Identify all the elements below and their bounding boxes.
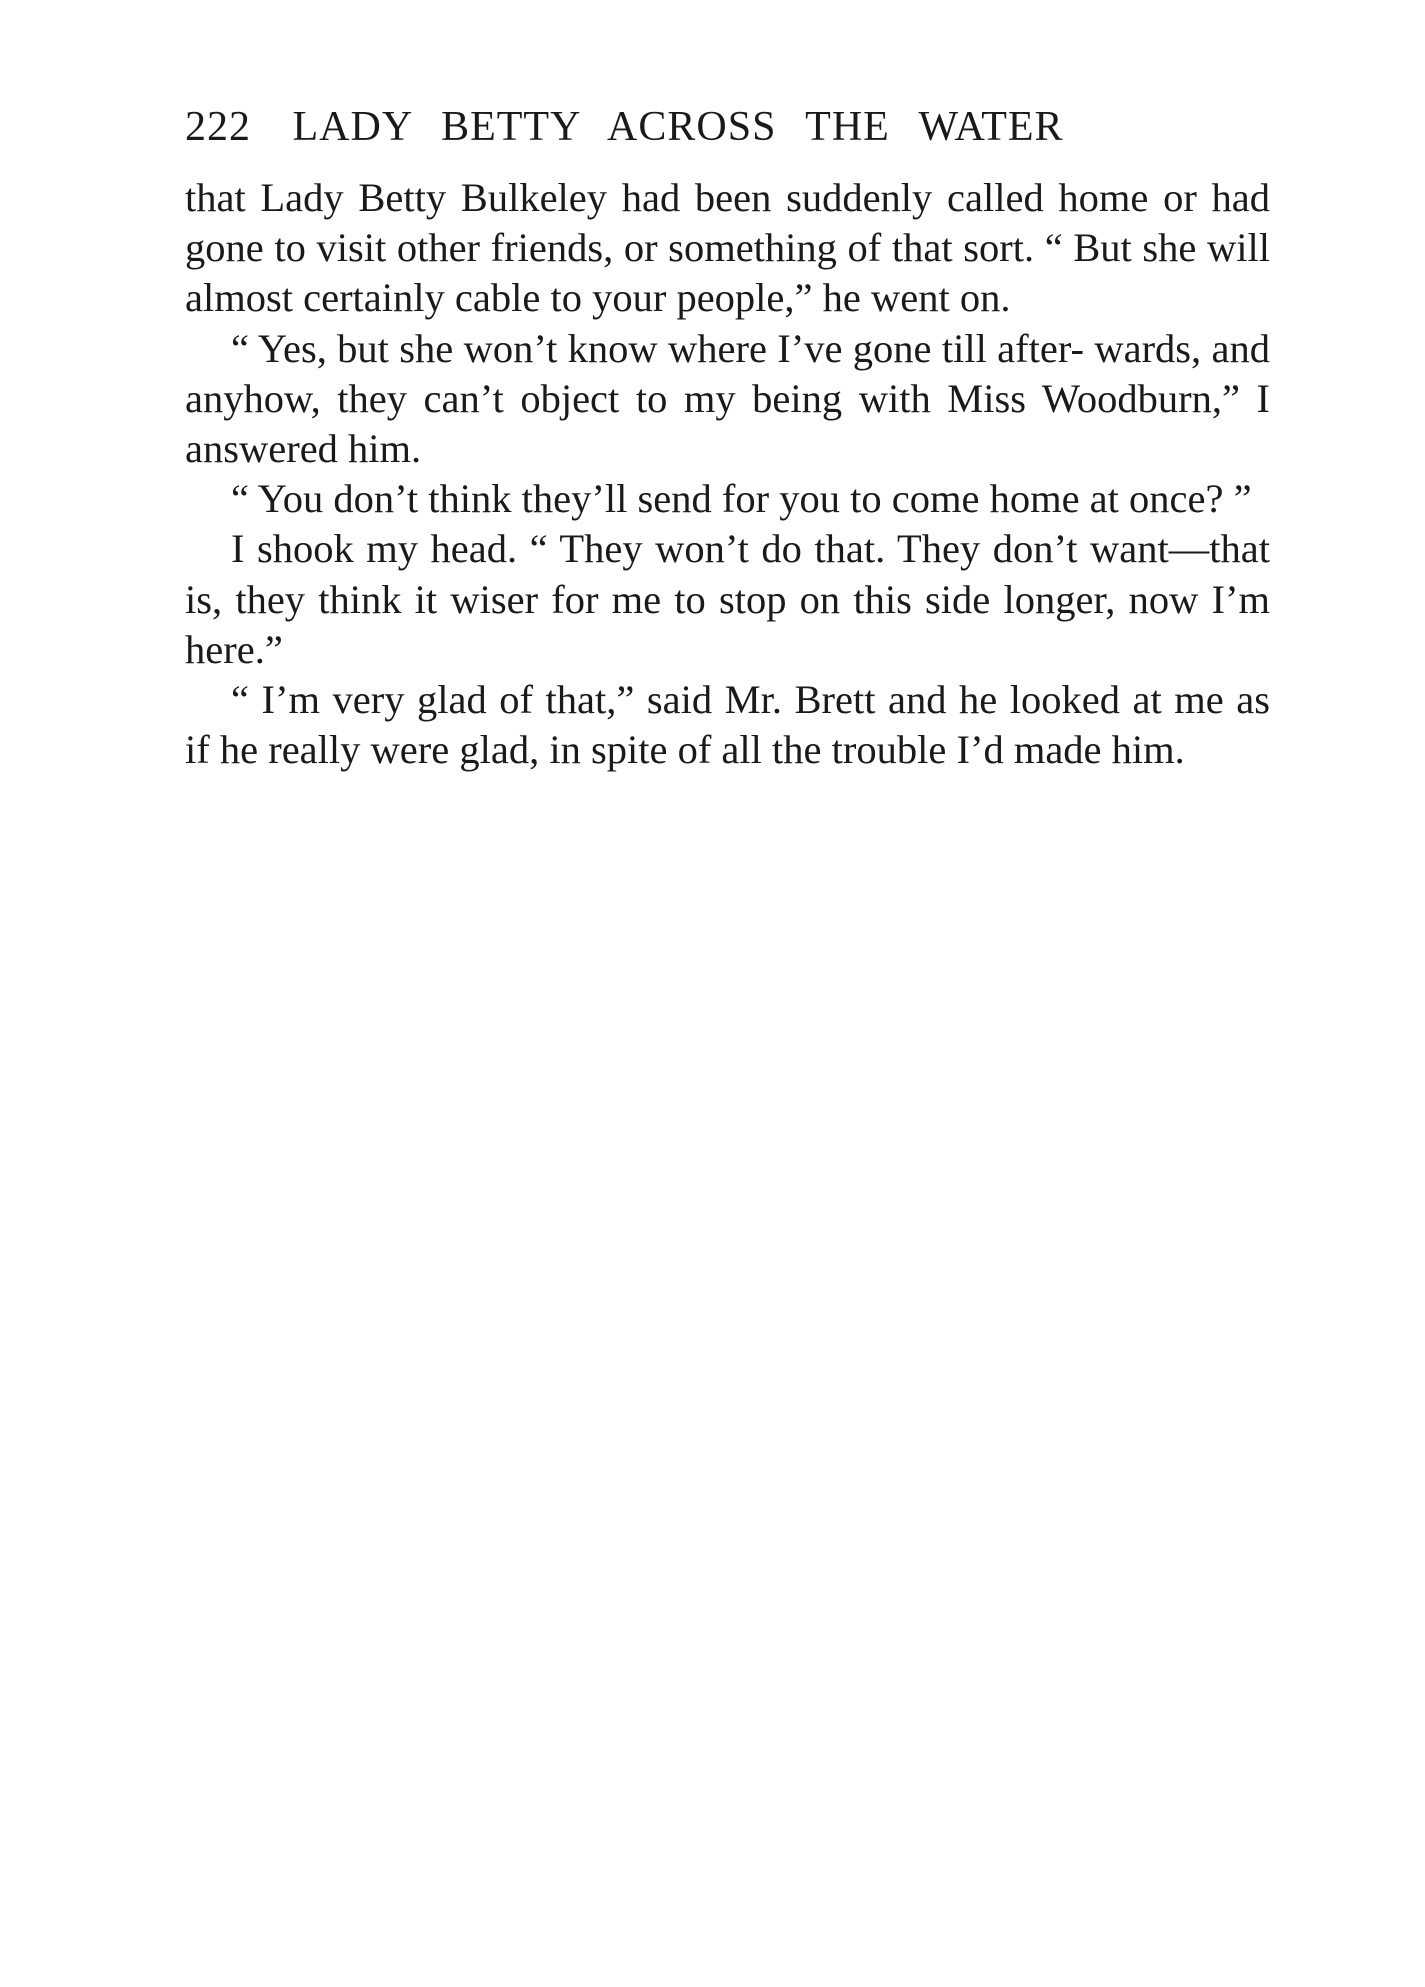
running-title: LADY BETTY ACROSS THE WATER: [292, 104, 1064, 150]
body-text: [185, 173, 1270, 775]
page-header: [185, 102, 1270, 152]
paragraph: “ I’m very glad of that,” said Mr. Brett and he looked at me as if he really were glad, in spite of all the trouble I’d made him.: [185, 677, 1270, 773]
paragraph: I shook my head. “ They won’t do that. They don’t want—that is, they think it wiser for me to stop on this side longer, now I’m here.”: [185, 526, 1270, 672]
page-number: 222: [185, 104, 251, 150]
paragraph: “ Yes, but she won’t know where I’ve gone till after- wards, and anyhow, they can’t object to my being with Miss Woodburn,” I answered him.: [185, 325, 1270, 472]
paragraph: that Lady Betty Bulkeley had been suddenly called home or had gone to visit other friends, or something of that sort. “ But she will almost certainly cable to your people,” he went on.: [185, 175, 1270, 321]
paragraph: “ You don’t think they’ll send for you to come home at once? ”: [231, 476, 1252, 522]
